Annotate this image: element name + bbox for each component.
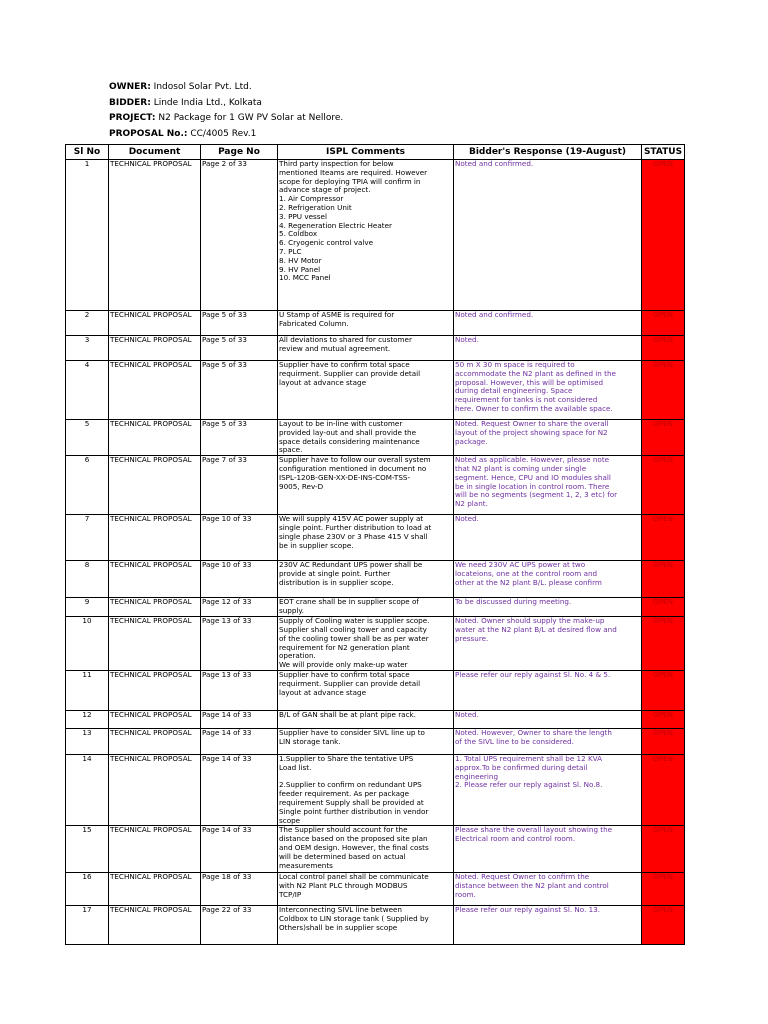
- col-header-page-no: Page No: [201, 145, 278, 160]
- response-cell: Noted. However, Owner to share the length of the SIVL line to be considered.: [454, 728, 642, 754]
- status-cell: OPEN: [642, 361, 685, 420]
- comment-cell: Supplier have to consider SIVL line up to LIN storage tank.: [278, 728, 454, 754]
- response-cell: To be discussed during meeting.: [454, 598, 642, 617]
- sl-cell: 14: [66, 754, 109, 825]
- status-cell: OPEN: [642, 754, 685, 825]
- owner-value: Indosol Solar Pvt. Ltd.: [153, 82, 252, 92]
- document-cell: TECHNICAL PROPOSAL: [109, 598, 201, 617]
- comment-cell: All deviations to shared for customer review and mutual agreement.: [278, 336, 454, 361]
- page-cell: Page 14 of 33: [201, 754, 278, 825]
- response-cell: We need 230V AC UPS power at two locateions, one at the control room and other at the N2 plant B/L. please confirm: [454, 561, 642, 598]
- response-cell: Noted.: [454, 336, 642, 361]
- sl-cell: 5: [66, 420, 109, 456]
- sl-cell: 17: [66, 906, 109, 945]
- comments-table: [65, 144, 685, 945]
- sl-cell: 13: [66, 728, 109, 754]
- comment-cell: U Stamp of ASME is required for Fabricated Column.: [278, 311, 454, 336]
- document-cell: TECHNICAL PROPOSAL: [109, 361, 201, 420]
- document-cell: TECHNICAL PROPOSAL: [109, 420, 201, 456]
- col-header-status: STATUS: [642, 145, 685, 160]
- comment-cell: We will supply 415V AC power supply at single point. Further distribution to load at single phase 230V or 3 Phase 415 V shall be in supplier scope.: [278, 515, 454, 561]
- sl-cell: 9: [66, 598, 109, 617]
- page-cell: Page 22 of 33: [201, 906, 278, 945]
- page-cell: Page 14 of 33: [201, 826, 278, 873]
- response-cell: Noted.: [454, 515, 642, 561]
- response-cell: Please share the overall layout showing the Electrical room and control room.: [454, 826, 642, 873]
- table-row: [66, 515, 685, 561]
- proposal-value: CC/4005 Rev.1: [190, 129, 257, 139]
- sl-cell: 4: [66, 361, 109, 420]
- table-row: [66, 617, 685, 671]
- document-cell: TECHNICAL PROPOSAL: [109, 728, 201, 754]
- status-cell: OPEN: [642, 336, 685, 361]
- sl-cell: 2: [66, 311, 109, 336]
- sl-cell: 16: [66, 873, 109, 906]
- sl-cell: 11: [66, 670, 109, 710]
- table-row: [66, 826, 685, 873]
- project-label: PROJECT:: [109, 113, 156, 123]
- status-cell: OPEN: [642, 826, 685, 873]
- sl-cell: 1: [66, 160, 109, 311]
- page-cell: Page 5 of 33: [201, 420, 278, 456]
- comment-cell: Interconnecting SIVL line between Coldbox to LIN storage tank ( Supplied by Others)shall be in supplier scope: [278, 906, 454, 945]
- table-row: [66, 670, 685, 710]
- sl-cell: 3: [66, 336, 109, 361]
- response-cell: Noted.: [454, 710, 642, 728]
- bidder-label: BIDDER:: [109, 98, 151, 108]
- comment-cell: Supply of Cooling water is supplier scope. Supplier shall cooling tower and capacity of the cooling tower shall be as per water requirement for N2 generation plant operation. We will provide only make-up water: [278, 617, 454, 671]
- table-row: [66, 710, 685, 728]
- comment-cell: Supplier have to follow our overall system configuration mentioned in document no ISPL-120B-GEN-XX-DE-INS-COM-TSS- 9005, Rev-D: [278, 456, 454, 515]
- document-cell: TECHNICAL PROPOSAL: [109, 515, 201, 561]
- document-cell: TECHNICAL PROPOSAL: [109, 670, 201, 710]
- document-cell: TECHNICAL PROPOSAL: [109, 826, 201, 873]
- table-row: [66, 420, 685, 456]
- comment-cell: B/L of GAN shall be at plant pipe rack.: [278, 710, 454, 728]
- page-cell: Page 5 of 33: [201, 336, 278, 361]
- status-cell: OPEN: [642, 456, 685, 515]
- bidder-value: Linde India Ltd., Kolkata: [153, 98, 262, 108]
- comment-cell: Layout to be in-line with customer provided lay-out and shall provide the space details considering maintenance space.: [278, 420, 454, 456]
- table-row: [66, 873, 685, 906]
- table-row: [66, 336, 685, 361]
- bidder-line: [109, 97, 262, 109]
- status-cell: OPEN: [642, 420, 685, 456]
- status-cell: OPEN: [642, 670, 685, 710]
- sl-cell: 10: [66, 617, 109, 671]
- document-cell: TECHNICAL PROPOSAL: [109, 311, 201, 336]
- page-cell: Page 2 of 33: [201, 160, 278, 311]
- response-cell: Noted. Request Owner to confirm the distance between the N2 plant and control room.: [454, 873, 642, 906]
- owner-line: [109, 81, 252, 93]
- response-cell: 50 m X 30 m space is required to accommodate the N2 plant as defined in the proposal. However, this will be optimised during detail engineering. Space requirement for tanks is not considered here. Owner to confirm the available space.: [454, 361, 642, 420]
- status-cell: OPEN: [642, 617, 685, 671]
- page-cell: Page 10 of 33: [201, 561, 278, 598]
- table-row: [66, 456, 685, 515]
- comment-cell: Local control panel shall be communicate with N2 Plant PLC through MODBUS TCP/IP: [278, 873, 454, 906]
- document-cell: TECHNICAL PROPOSAL: [109, 336, 201, 361]
- col-header-sl-no: Sl No: [66, 145, 109, 160]
- response-cell: Noted. Request Owner to share the overall layout of the project showing space for N2 package.: [454, 420, 642, 456]
- comment-cell: Supplier have to confirm total space requirment. Supplier can provide detail layout at advance stage: [278, 361, 454, 420]
- page-cell: Page 18 of 33: [201, 873, 278, 906]
- page-cell: Page 13 of 33: [201, 670, 278, 710]
- document-cell: TECHNICAL PROPOSAL: [109, 710, 201, 728]
- page-cell: Page 12 of 33: [201, 598, 278, 617]
- response-cell: 1. Total UPS requirement shall be 12 KVA approx.To be confirmed during detail engineering 2. Please refer our reply against Sl. No.8.: [454, 754, 642, 825]
- page-cell: Page 10 of 33: [201, 515, 278, 561]
- table-row: [66, 561, 685, 598]
- response-cell: Please refer our reply against Sl. No. 4 & 5.: [454, 670, 642, 710]
- status-cell: OPEN: [642, 906, 685, 945]
- table-row: [66, 906, 685, 945]
- response-cell: Noted. Owner should supply the make-up water at the N2 plant B/L at desired flow and pressure.: [454, 617, 642, 671]
- page-cell: Page 13 of 33: [201, 617, 278, 671]
- sl-cell: 6: [66, 456, 109, 515]
- comment-cell: 1.Supplier to Share the tentative UPS Load list. 2.Supplier to confirm on redundant UPS feeder requirement. As per package requirement Supply shall be provided at Single point further distribution in vendor scope: [278, 754, 454, 825]
- response-cell: Noted and confirmed.: [454, 311, 642, 336]
- response-cell: Please refer our reply against Sl. No. 13.: [454, 906, 642, 945]
- comment-cell: Third party inspection for below mentioned Iteams are required. However scope for deploying TPIA will confirm in advance stage of project. 1. Air Compressor 2. Refrigeration Unit 3. PPU vessel 4. Regeneration Electric Heater 5. Coldbox 6. Cryogenic control valve 7. PLC 8. HV Motor 9. HV Panel 10. MCC Panel: [278, 160, 454, 311]
- project-value: N2 Package for 1 GW PV Solar at Nellore.: [158, 113, 344, 123]
- col-header-document: Document: [109, 145, 201, 160]
- col-header-bidder-response: Bidder's Response (19-August): [454, 145, 642, 160]
- proposal-label: PROPOSAL No.:: [109, 129, 188, 139]
- page-cell: Page 5 of 33: [201, 311, 278, 336]
- project-line: [109, 112, 343, 124]
- document-cell: TECHNICAL PROPOSAL: [109, 456, 201, 515]
- comment-cell: The Supplier should account for the distance based on the proposed site plan and OEM design. However, the final costs will be determined based on actual measurements: [278, 826, 454, 873]
- response-cell: Noted and confirmed.: [454, 160, 642, 311]
- response-cell: Noted as applicable. However, please note that N2 plant is coming under single segment. Hence, CPU and IO modules shall be in single location in control room. There will be no segments (segment 1, 2, 3 etc) for N2 plant.: [454, 456, 642, 515]
- col-header-ispl-comments: ISPL Comments: [278, 145, 454, 160]
- comment-cell: Supplier have to confirm total space requirment. Supplier can provide detail layout at advance stage: [278, 670, 454, 710]
- status-cell: OPEN: [642, 311, 685, 336]
- table-row: [66, 598, 685, 617]
- table-row: [66, 361, 685, 420]
- status-cell: OPEN: [642, 160, 685, 311]
- sl-cell: 12: [66, 710, 109, 728]
- owner-label: OWNER:: [109, 82, 151, 92]
- sl-cell: 7: [66, 515, 109, 561]
- table-row: [66, 160, 685, 311]
- table-row: [66, 728, 685, 754]
- document-cell: TECHNICAL PROPOSAL: [109, 160, 201, 311]
- document-cell: TECHNICAL PROPOSAL: [109, 873, 201, 906]
- table-row: [66, 311, 685, 336]
- table-row: [66, 754, 685, 825]
- status-cell: OPEN: [642, 598, 685, 617]
- status-cell: OPEN: [642, 710, 685, 728]
- status-cell: OPEN: [642, 515, 685, 561]
- page-cell: Page 14 of 33: [201, 728, 278, 754]
- status-cell: OPEN: [642, 561, 685, 598]
- page-cell: Page 14 of 33: [201, 710, 278, 728]
- proposal-line: [109, 128, 256, 140]
- document-cell: TECHNICAL PROPOSAL: [109, 906, 201, 945]
- document-cell: TECHNICAL PROPOSAL: [109, 617, 201, 671]
- comment-cell: EOT crane shall be in supplier scope of supply.: [278, 598, 454, 617]
- comment-cell: 230V AC Redundant UPS power shall be provide at single point. Further distribution is in supplier scope.: [278, 561, 454, 598]
- status-cell: OPEN: [642, 728, 685, 754]
- page-cell: Page 5 of 33: [201, 361, 278, 420]
- table-header-row: [66, 145, 685, 160]
- document-cell: TECHNICAL PROPOSAL: [109, 754, 201, 825]
- document-cell: TECHNICAL PROPOSAL: [109, 561, 201, 598]
- page-cell: Page 7 of 33: [201, 456, 278, 515]
- sl-cell: 15: [66, 826, 109, 873]
- sl-cell: 8: [66, 561, 109, 598]
- status-cell: OPEN: [642, 873, 685, 906]
